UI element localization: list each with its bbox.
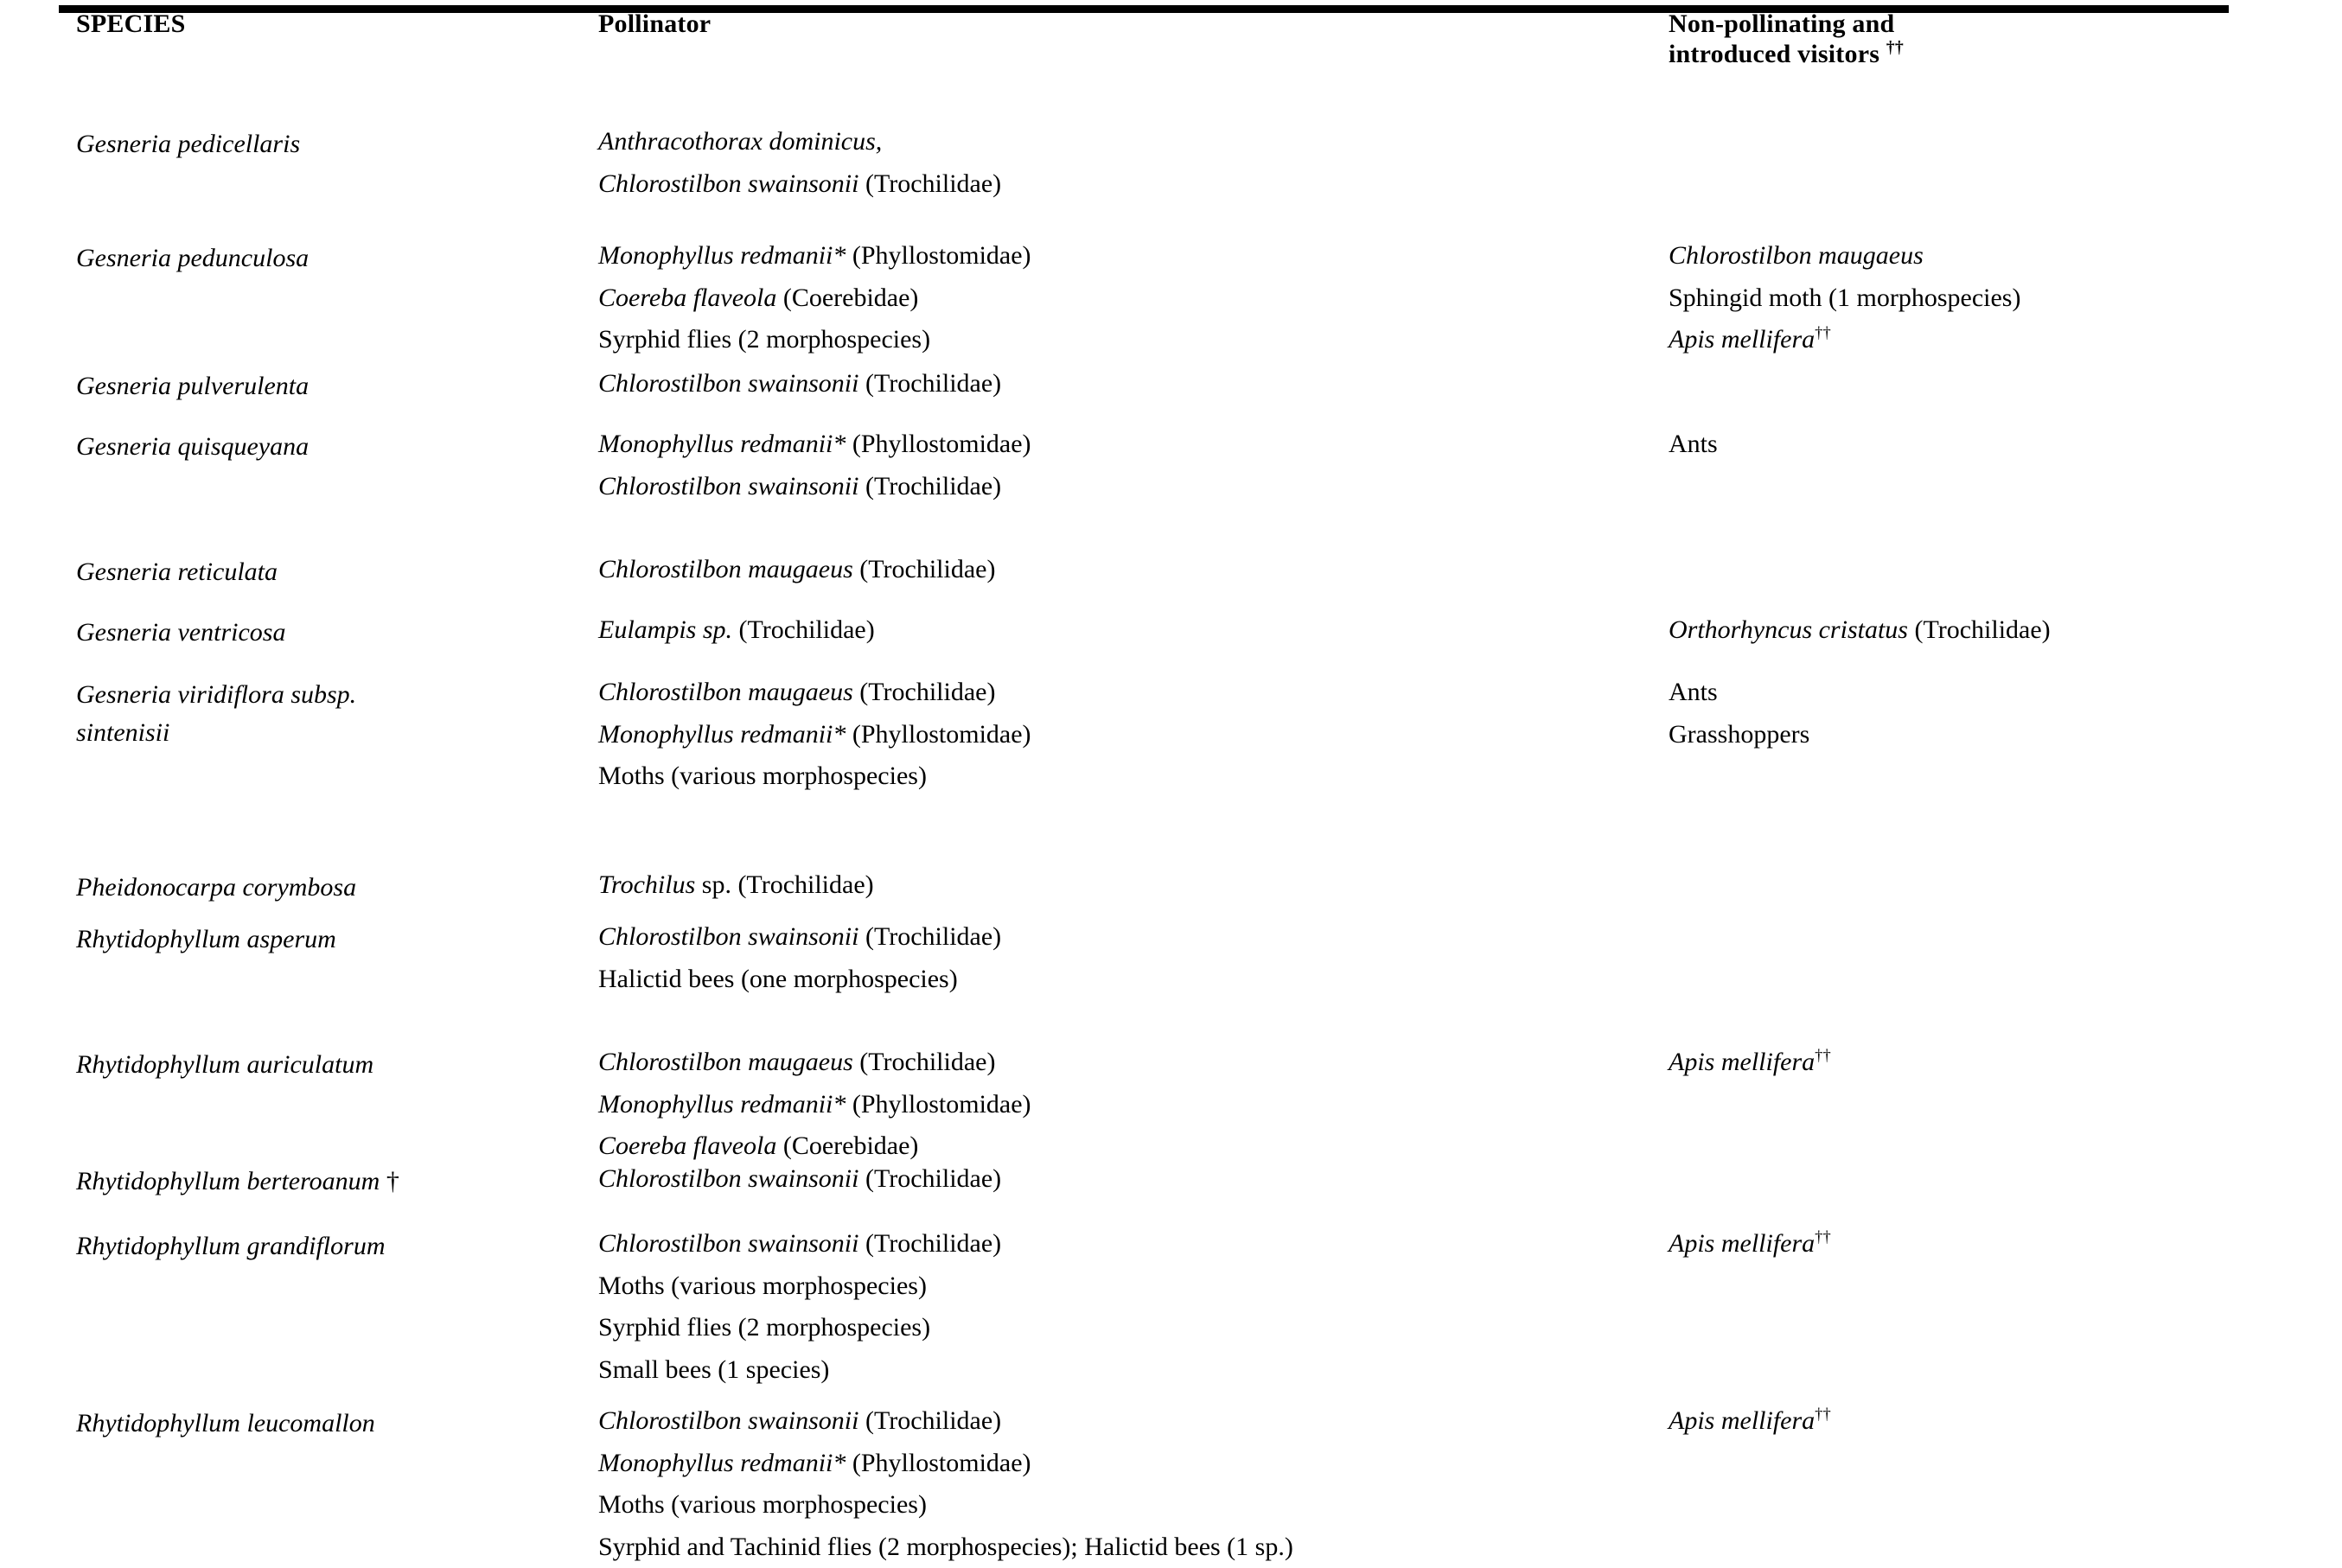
taxon-name: Chlorostilbon maugaeus xyxy=(1669,241,1924,270)
taxon-name: Chlorostilbon maugaeus xyxy=(598,555,853,583)
pollinator-entry xyxy=(598,1349,1662,1392)
taxon-family: (Coerebidae) xyxy=(776,284,918,312)
taxon-family: (Trochilidae) xyxy=(858,1164,1001,1193)
taxon-family: (Phyllostomidae) xyxy=(846,1090,1031,1119)
taxon-family: (Phyllostomidae) xyxy=(846,430,1031,458)
taxon-family: Syrphid flies (2 morphospecies) xyxy=(598,325,930,354)
taxon-family: Moths (various morphospecies) xyxy=(598,1490,927,1519)
taxon-name: Chlorostilbon swainsonii xyxy=(598,1229,858,1258)
taxon-name: Monophyllus redmanii* xyxy=(598,720,846,749)
species-binomial: Rhytidophyllum leucomallon xyxy=(76,1409,375,1437)
species-name xyxy=(76,674,595,717)
taxon-family: (Trochilidae) xyxy=(853,555,996,583)
species-name xyxy=(76,612,595,654)
visitor-list xyxy=(1669,1400,2334,1443)
column-header-pollinator xyxy=(598,9,1662,39)
pollinator-entry xyxy=(598,1307,1662,1349)
taxon-family: (Trochilidae) xyxy=(858,169,1001,198)
dagger-marker-icon: †† xyxy=(1886,38,1904,57)
taxon-name: Chlorostilbon swainsonii xyxy=(598,1406,858,1435)
pollinator-list xyxy=(598,424,1662,507)
pollinator-entry xyxy=(598,959,1662,1001)
pollinator-list xyxy=(598,1158,1662,1201)
column-header-species xyxy=(76,9,595,39)
pollinator-list xyxy=(598,609,1662,652)
pollinator-entry xyxy=(598,1223,1662,1265)
pollinator-entry xyxy=(598,1400,1662,1443)
column-header-nonpollinating xyxy=(1669,9,2334,69)
visitor-entry xyxy=(1669,424,2334,466)
taxon-name: Chlorostilbon swainsonii xyxy=(598,1164,858,1193)
visitor-entry xyxy=(1669,1223,2334,1265)
taxon-family: (Trochilidae) xyxy=(858,369,1001,398)
pollinator-entry xyxy=(598,277,1662,320)
species-name-continuation: sintenisii xyxy=(76,712,595,755)
pollinator-entry xyxy=(598,1158,1662,1201)
taxon-name: Trochilus xyxy=(598,870,695,899)
pollinator-entry xyxy=(598,163,1662,206)
column-header-nonpollinating-line2-text: introduced visitors xyxy=(1669,40,1886,68)
species-name xyxy=(76,551,595,594)
pollinator-list xyxy=(598,1223,1662,1391)
dagger-marker-icon: †† xyxy=(1815,324,1831,342)
dagger-marker-icon: † xyxy=(386,1167,399,1195)
taxon-family: (Trochilidae) xyxy=(858,1406,1001,1435)
visitor-entry xyxy=(1669,714,2334,756)
taxon-family: (Trochilidae) xyxy=(858,1229,1001,1258)
visitor-description: Sphingid moth (1 morphospecies) xyxy=(1669,284,2020,312)
species-name xyxy=(76,238,595,280)
visitor-description: Grasshoppers xyxy=(1669,720,1809,749)
visitor-entry xyxy=(1669,235,2334,277)
taxon-family: (Coerebidae) xyxy=(776,1131,918,1160)
pollinator-entry xyxy=(598,609,1662,652)
column-header-pollinator-label: Pollinator xyxy=(598,10,711,38)
taxon-name: Chlorostilbon swainsonii xyxy=(598,472,858,500)
species-binomial: Gesneria pulverulenta xyxy=(76,372,309,400)
visitor-entry xyxy=(1669,1400,2334,1443)
taxon-name: Monophyllus redmanii* xyxy=(598,1449,846,1477)
taxon-family: (Trochilidae) xyxy=(853,1048,996,1076)
taxon-name: Chlorostilbon swainsonii xyxy=(598,922,858,951)
taxon-name: Coereba flaveola xyxy=(598,1131,776,1160)
pollinator-entry xyxy=(598,916,1662,959)
taxon-name: Anthracothorax dominicus, xyxy=(598,127,882,156)
taxon-name: Eulampis sp. xyxy=(598,615,732,644)
visitor-entry xyxy=(1669,672,2334,714)
species-binomial: Rhytidophyllum asperum xyxy=(76,925,336,953)
species-name xyxy=(76,1226,595,1268)
pollinator-list xyxy=(598,1400,1662,1568)
pollinator-list xyxy=(598,916,1662,1000)
species-name xyxy=(76,1161,595,1203)
species-binomial: Gesneria quisqueyana xyxy=(76,432,309,461)
taxon-family: (Trochilidae) xyxy=(853,678,996,706)
taxon-family: sp. (Trochilidae) xyxy=(695,870,873,899)
pollinator-entry xyxy=(598,466,1662,508)
pollinator-entry xyxy=(598,1443,1662,1485)
taxon-family: (Phyllostomidae) xyxy=(846,1449,1031,1477)
species-binomial: Rhytidophyllum grandiflorum xyxy=(76,1232,385,1260)
species-binomial: Gesneria ventricosa xyxy=(76,618,285,647)
taxon-name: Chlorostilbon maugaeus xyxy=(598,678,853,706)
dagger-marker-icon: †† xyxy=(1815,1047,1831,1065)
species-binomial: Gesneria pedunculosa xyxy=(76,244,309,272)
taxon-name: Apis mellifera xyxy=(1669,1229,1815,1258)
pollinator-list xyxy=(598,864,1662,907)
taxon-family: Moths (various morphospecies) xyxy=(598,1272,927,1300)
species-name xyxy=(76,1403,595,1445)
pollinator-entry xyxy=(598,235,1662,277)
species-binomial: Gesneria reticulata xyxy=(76,558,278,586)
pollinator-entry xyxy=(598,672,1662,714)
taxon-name: Apis mellifera xyxy=(1669,1048,1815,1076)
species-name xyxy=(76,1044,595,1087)
pollinator-entry xyxy=(598,1265,1662,1308)
species-name xyxy=(76,366,595,408)
visitor-entry xyxy=(1669,319,2334,361)
taxon-name: Chlorostilbon maugaeus xyxy=(598,1048,853,1076)
species-name xyxy=(76,124,595,166)
visitor-list xyxy=(1669,424,2334,466)
visitor-description: (Trochilidae) xyxy=(1908,615,2051,644)
taxon-family: Small bees (1 species) xyxy=(598,1355,829,1384)
pollinator-list xyxy=(598,672,1662,798)
taxon-family: Moths (various morphospecies) xyxy=(598,762,927,790)
pollinator-entry xyxy=(598,755,1662,798)
column-header-nonpollinating-line1: Non-pollinating and xyxy=(1669,9,2334,39)
taxon-name: Apis mellifera xyxy=(1669,1406,1815,1435)
visitor-list xyxy=(1669,235,2334,361)
taxon-name: Monophyllus redmanii* xyxy=(598,1090,846,1119)
species-name xyxy=(76,867,595,909)
pollinator-entry xyxy=(598,121,1662,163)
taxon-family: (Phyllostomidae) xyxy=(846,241,1031,270)
pollinator-entry xyxy=(598,1527,1662,1568)
species-binomial: Pheidonocarpa corymbosa xyxy=(76,873,356,902)
taxon-family: Halictid bees (one morphospecies) xyxy=(598,965,958,993)
pollinator-entry xyxy=(598,864,1662,907)
visitor-description: Ants xyxy=(1669,678,1718,706)
pollinator-entry xyxy=(598,1084,1662,1126)
species-name xyxy=(76,426,595,468)
species-binomial: Gesneria viridiflora subsp. xyxy=(76,680,356,709)
pollinator-list xyxy=(598,121,1662,205)
species-binomial: Rhytidophyllum auriculatum xyxy=(76,1050,373,1079)
taxon-name: Coereba flaveola xyxy=(598,284,776,312)
pollinator-list xyxy=(598,235,1662,361)
pollinator-entry xyxy=(598,363,1662,405)
taxon-family: (Trochilidae) xyxy=(858,922,1001,951)
taxon-name: Chlorostilbon swainsonii xyxy=(598,169,858,198)
visitor-list xyxy=(1669,1042,2334,1084)
pollinator-entry xyxy=(598,1042,1662,1084)
taxon-family: (Trochilidae) xyxy=(858,472,1001,500)
visitor-list xyxy=(1669,672,2334,755)
taxon-family: (Trochilidae) xyxy=(732,615,875,644)
taxon-family: Syrphid and Tachinid flies (2 morphospecies); Halictid bees (1 sp.) xyxy=(598,1533,1293,1561)
pollinator-entry xyxy=(598,319,1662,361)
visitor-entry xyxy=(1669,1042,2334,1084)
taxon-name: Apis mellifera xyxy=(1669,325,1815,354)
visitor-entry xyxy=(1669,609,2334,652)
taxon-family: Syrphid flies (2 morphospecies) xyxy=(598,1313,930,1342)
visitor-entry xyxy=(1669,277,2334,320)
pollinator-list xyxy=(598,549,1662,591)
visitor-list xyxy=(1669,609,2334,652)
taxon-name: Chlorostilbon swainsonii xyxy=(598,369,858,398)
dagger-marker-icon: †† xyxy=(1815,1228,1831,1246)
visitor-description: Ants xyxy=(1669,430,1718,458)
pollinator-entry xyxy=(598,1484,1662,1527)
taxon-name: Monophyllus redmanii* xyxy=(598,241,846,270)
column-header-species-label: SPECIES xyxy=(76,10,185,38)
visitor-list xyxy=(1669,1223,2334,1265)
taxon-family: (Phyllostomidae) xyxy=(846,720,1031,749)
pollinator-entry xyxy=(598,424,1662,466)
pollinator-list xyxy=(598,363,1662,405)
taxon-name: Monophyllus redmanii* xyxy=(598,430,846,458)
pollinator-entry xyxy=(598,714,1662,756)
pollinator-list xyxy=(598,1042,1662,1168)
taxon-name: Orthorhyncus cristatus xyxy=(1669,615,1908,644)
species-binomial: Gesneria pedicellaris xyxy=(76,130,300,158)
species-binomial: Rhytidophyllum berteroanum xyxy=(76,1167,386,1195)
pollinator-entry xyxy=(598,549,1662,591)
species-name xyxy=(76,919,595,961)
dagger-marker-icon: †† xyxy=(1815,1405,1831,1424)
column-header-nonpollinating-line2 xyxy=(1669,39,2334,69)
